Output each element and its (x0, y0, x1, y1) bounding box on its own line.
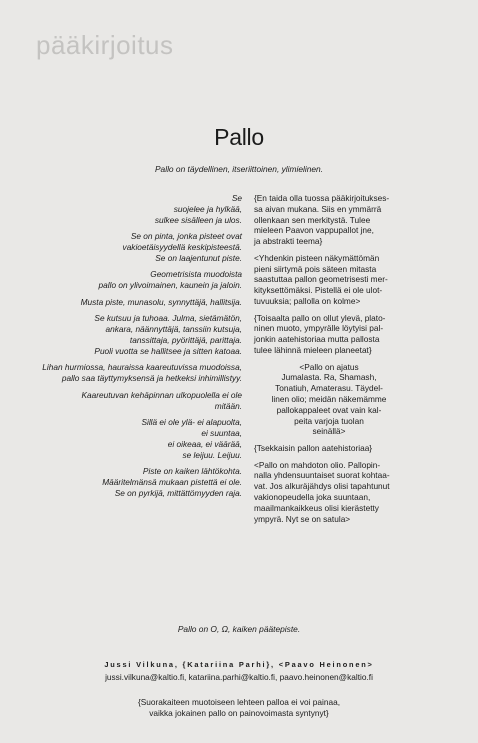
commentary-block (254, 460, 404, 525)
poem-line: Kaareutuvan kehäpinnan ulkopuolella ei ole (81, 389, 242, 400)
commentary-line: ollenkaan sen merkitystä. Tulee (254, 214, 371, 225)
commentary-line: linen olio; meidän näkemämme (271, 393, 387, 404)
commentary-line: peita varjoja tuolan (294, 415, 364, 426)
commentary-line: ympyrä. Nyt se on satula> (254, 513, 351, 524)
poem-stanza (20, 466, 242, 498)
poem-line: Se kutsuu ja tuhoaa. Julma, sietämätön, (94, 313, 242, 324)
poem-stanza (20, 417, 242, 460)
commentary-line: <Pallo on mahdoton olio. Pallopin- (254, 459, 381, 470)
poem-line: Geometrisista muodoista (150, 269, 242, 280)
commentary-line: {Toisaalta pallo on ollut ylevä, plato- (254, 312, 386, 323)
commentary-line: seinällä> (312, 426, 346, 437)
poem-left-column (20, 193, 242, 504)
poem-line: ankara, näännyttäjä, tanssiin kutsuja, (105, 324, 242, 335)
poem-line: Se on pinta, jonka pisteet ovat (130, 231, 242, 242)
commentary-line: tuvuuksia; pallolla on kolme> (254, 295, 361, 306)
commentary-block (254, 193, 404, 247)
poem-line: ei suuntaa, (201, 427, 242, 438)
section-label: pääkirjoitus (36, 30, 174, 60)
commentary-line: pieni siirtymä pois säteen mitasta (254, 263, 377, 274)
poem-stanza (20, 313, 242, 356)
commentary-line: vat. Jos alkuräjähdys olisi tapahtunut (254, 481, 390, 492)
commentary-line: maailmankaikkeus olisi kierästetty (254, 502, 379, 513)
author-emails: jussi.vilkuna@kaltio.fi, katariina.parhi@kaltio.fi, paavo.heinonen@kaltio.fi (105, 672, 373, 682)
poem-line: vakioetäisyydellä keskipisteestä. (122, 241, 242, 252)
poem-stanza (20, 297, 242, 308)
commentary-line: {Tsekkaisin pallon aatehistoriaa} (254, 442, 373, 453)
poem-line: Piste on kaiken lähtökohta. (142, 466, 242, 477)
poem-line: Se (231, 193, 242, 203)
commentary-line: tulee lähinnä mieleen planeetat} (254, 344, 372, 355)
commentary-line: Tonatiuh, Amaterasu. Täydel- (275, 383, 383, 394)
commentary-line: Jumalasta. Ra, Shamash, (281, 372, 377, 383)
poem-line: pallo on ylivoimainen, kaunein ja jaloin. (98, 280, 242, 291)
commentary-line: pallokappaleet ovat vain kal- (276, 404, 382, 415)
commentary-block (254, 313, 404, 356)
commentary-line: ninen muoto, ympyrälle löytyisi pal- (254, 323, 384, 334)
poem-line: Se on laajentunut piste. (155, 252, 242, 263)
poem-line: suojelee ja hylkää, (173, 203, 242, 214)
commentary-line: saastuttaa pallon geometrisesti mer- (254, 274, 388, 285)
poem-line: pallo saa täyttymyksensä ja hetkeksi inhimillistyy. (61, 373, 242, 384)
poem-stanza (20, 362, 242, 384)
commentary-line: <Pallo on ajatus (299, 361, 359, 372)
footnote (0, 697, 478, 719)
commentary-block (254, 362, 404, 438)
commentary-line: mieleen Paavon vappupallot jne, (254, 225, 374, 236)
poem-stanza (20, 390, 242, 412)
footnote-line: vaikka jokainen pallo on painovoimasta syntynyt} (149, 708, 329, 719)
article-title: Pallo (214, 124, 264, 150)
poem-line: Puoli vuotta se hallitsee ja sitten katoaa. (94, 345, 242, 356)
author-names: Jussi Vilkuna, {Katariina Parhi}, <Paavo Heinonen> (104, 660, 374, 669)
commentary-line: nalla yhdensuuntaiset suorat kohtaa- (254, 470, 390, 481)
commentary-right-column (254, 193, 404, 530)
closing-line: Pallo on O, Ω, kaiken päätepiste. (177, 624, 301, 634)
poem-line: sulkee sisälleen ja ulos. (154, 214, 242, 225)
poem-line: Se on pyrkijä, mittättömyyden raja. (114, 487, 242, 498)
poem-line: Sillä ei ole ylä- ei alapuolta, (141, 417, 242, 428)
poem-line: Musta piste, munasolu, synnyttäjä, hallitsija. (80, 296, 242, 307)
commentary-line: jonkin aatehistoriaa mutta pallosta (254, 334, 380, 345)
poem-stanza (20, 269, 242, 291)
commentary-block (254, 253, 404, 307)
commentary-block (254, 443, 404, 454)
poem-stanza (20, 193, 242, 225)
commentary-line: kityksettömäksi. Pistellä ei ole ulot- (254, 285, 383, 296)
commentary-line: <Yhdenkin pisteen näkymättömän (254, 252, 380, 263)
poem-stanza (20, 231, 242, 263)
poem-line: se leijuu. Leijuu. (182, 449, 242, 460)
footnote-line: {Suorakaiteen muotoiseen lehteen palloa ei voi painaa, (137, 697, 341, 707)
poem-line: mitään. (214, 400, 242, 411)
poem-line: tanssittaja, pyörittäjä, parittaja. (129, 334, 242, 345)
article-subtitle: Pallo on täydellinen, itseriittoinen, ylimielinen. (154, 164, 324, 174)
commentary-line: vakionopeudella joka suuntaan, (254, 491, 371, 502)
commentary-line: {En taida olla tuossa pääkirjoitukses- (254, 193, 390, 203)
poem-line: Lihan hurmiossa, hauraissa kaareutuvissa muodoissa, (42, 362, 242, 373)
commentary-line: ja abstrakti teema} (254, 236, 323, 247)
poem-line: ei oikeaa, ei väärää, (167, 438, 242, 449)
poem-line: Määritelmänsä mukaan pistettä ei ole. (102, 476, 242, 487)
commentary-line: sa aivan mukana. Siis en ymmärrä (254, 203, 382, 214)
